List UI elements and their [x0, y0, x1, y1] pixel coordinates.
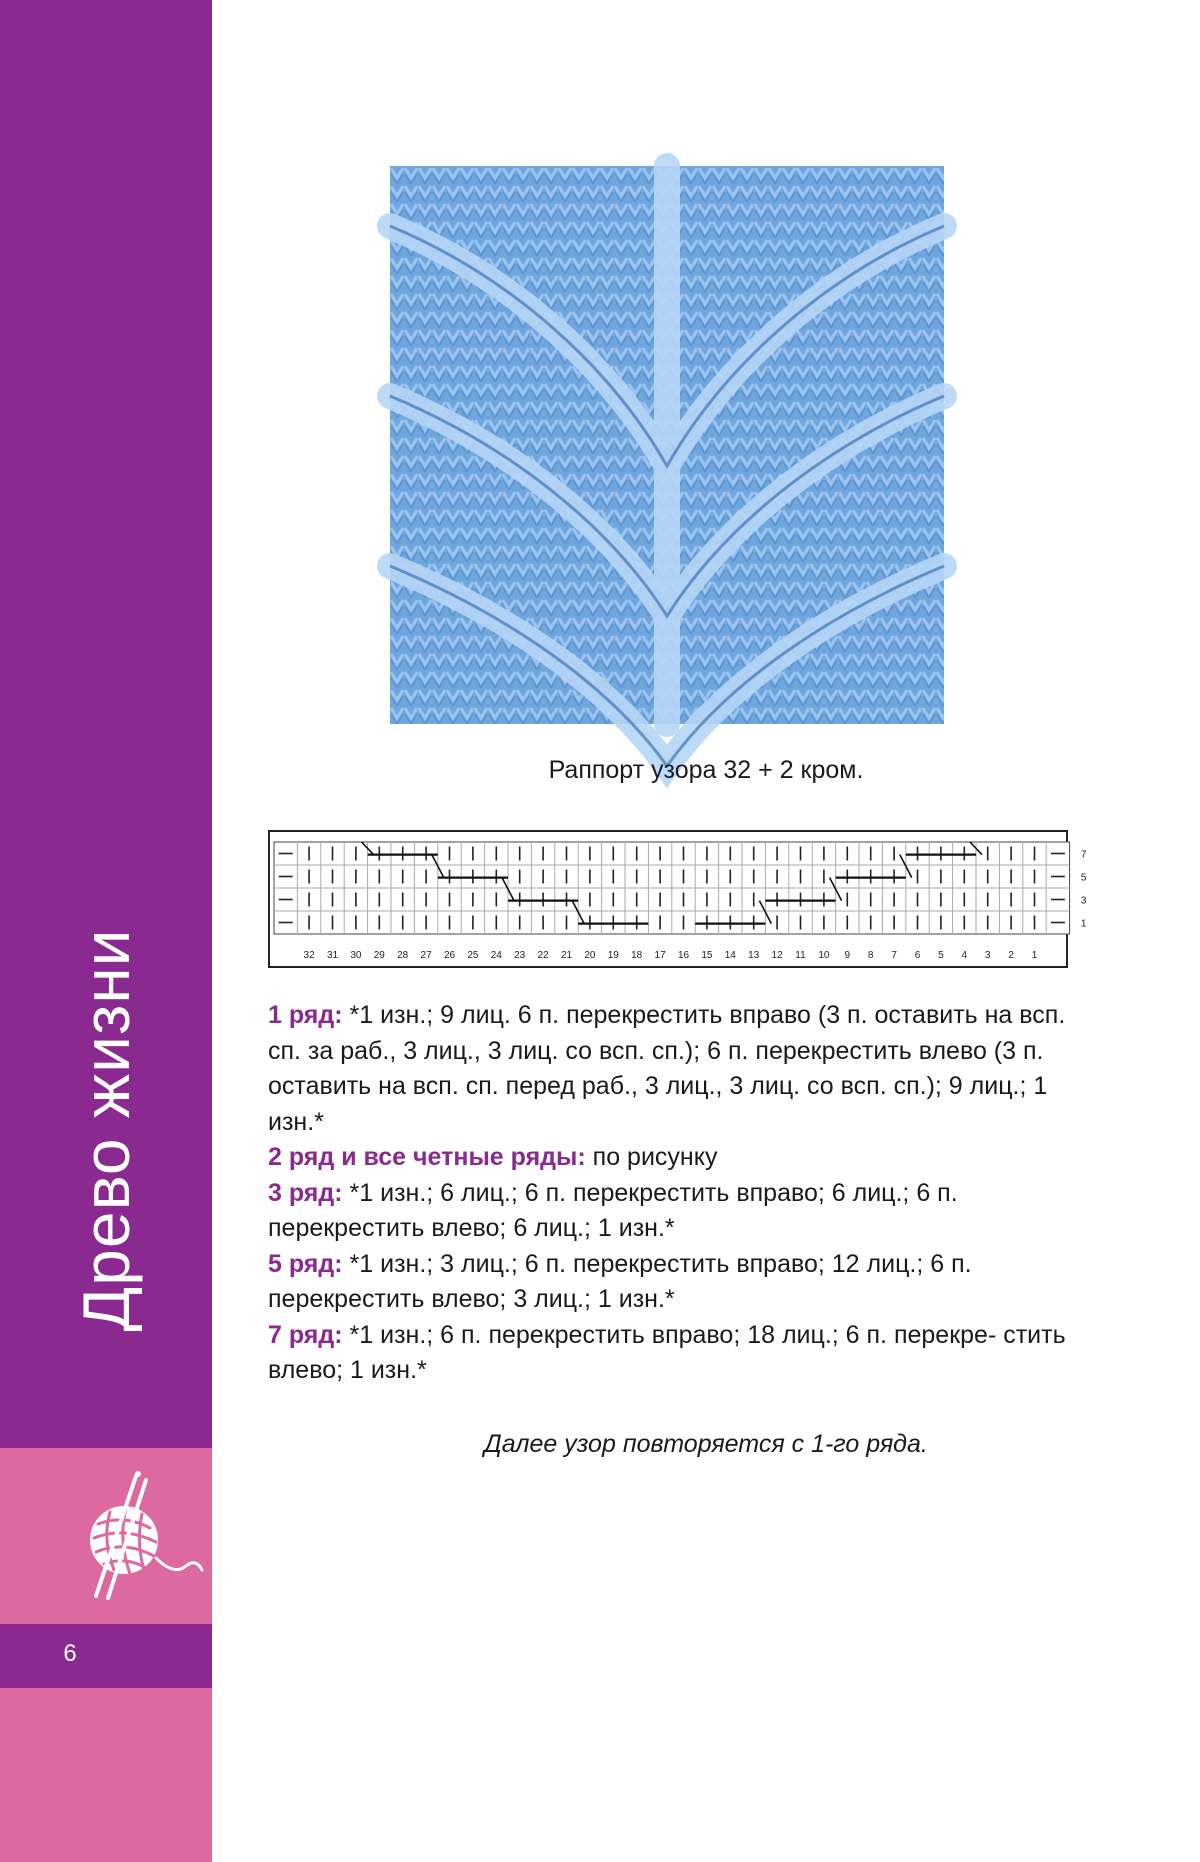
chart-column-number: 12	[771, 950, 783, 961]
chart-column-number: 1	[1031, 950, 1038, 961]
chart-column-number: 14	[724, 950, 736, 961]
chart-column-number: 6	[914, 950, 921, 961]
chart-column-number: 4	[961, 950, 968, 961]
chart-column-number: 23	[514, 950, 526, 961]
instruction-row-7: 7 ряд: *1 изн.; 6 п. перекрестить вправо; 18 лиц.; 6 п. перекре- стить влево; 1 изн.*	[268, 1320, 1066, 1384]
chart-column-number: 30	[350, 950, 362, 961]
chart-column-number: 18	[631, 950, 643, 961]
chart-row-number: 1	[1080, 918, 1087, 930]
chart-column-number: 9	[844, 950, 851, 961]
chart-column-number: 20	[584, 950, 596, 961]
chart-column-number: 7	[891, 950, 897, 961]
yarn-ball-with-needles-icon	[74, 1466, 204, 1606]
knitting-chart-grid	[270, 832, 1087, 966]
chart-column-number: 2	[1008, 950, 1014, 961]
instruction-row-3: 3 ряд: *1 изн.; 6 лиц.; 6 п. перекрестить вправо; 6 лиц.; 6 п. перекрестить влево; 6 лиц.; 1 изн.*	[268, 1178, 958, 1242]
chart-row-number: 5	[1080, 872, 1087, 884]
chart-column-number: 5	[938, 950, 944, 961]
chart-column-number: 10	[818, 950, 830, 961]
pattern-title: Древо жизни	[69, 928, 143, 1332]
knitted-cable-pattern-icon	[390, 166, 944, 724]
chart-column-number: 26	[443, 950, 456, 961]
knitting-chart	[268, 830, 1087, 968]
chart-column-number: 22	[537, 950, 549, 961]
chart-row-number: 3	[1080, 895, 1087, 907]
chart-column-number: 31	[326, 950, 339, 961]
chart-column-number: 16	[677, 950, 690, 961]
chart-column-number: 15	[701, 950, 713, 961]
chart-row-number: 7	[1080, 849, 1087, 861]
chart-column-number: 21	[560, 950, 573, 961]
instruction-row-even: 2 ряд и все четные ряды: по рисунку	[268, 1143, 718, 1171]
chart-column-number: 3	[984, 950, 991, 961]
chart-column-number: 25	[467, 950, 479, 961]
chart-column-number: 28	[397, 950, 409, 961]
page-number: 6	[63, 1640, 77, 1667]
chart-column-number: 19	[607, 950, 619, 961]
chart-column-number: 29	[373, 950, 385, 961]
chart-column-number: 17	[654, 950, 666, 961]
chart-column-number: 24	[490, 950, 502, 961]
row-instructions	[268, 998, 1068, 1389]
instruction-row-5: 5 ряд: *1 изн.; 3 лиц.; 6 п. перекрестить вправо; 12 лиц.; 6 п. перекрестить влево; 3 лиц.; 1 изн.*	[268, 1249, 972, 1313]
sidebar-pink-bottom-band	[0, 1688, 212, 1862]
instruction-row-1: 1 ряд: *1 изн.; 9 лиц. 6 п. перекрестить вправо (3 п. оставить на всп. сп. за раб., 3 лиц., 3 лиц. со всп. сп.); 6 п. перекрестить влево (3 п. оставить на всп. сп. перед раб., 3 лиц., 3 лиц. со всп. сп.); 9 лиц.; 1 изн.*	[268, 1001, 1066, 1136]
chart-column-number: 32	[303, 950, 315, 961]
sidebar	[0, 0, 212, 1862]
chart-column-number: 8	[867, 950, 874, 961]
chart-column-number: 27	[420, 950, 432, 961]
pattern-repeat-caption: Раппорт узора 32 + 2 кром.	[548, 756, 864, 784]
chart-column-number: 13	[748, 950, 760, 961]
repeat-note: Далее узор повторяется с 1-го ряда.	[484, 1430, 928, 1458]
chart-column-number: 11	[795, 950, 806, 961]
